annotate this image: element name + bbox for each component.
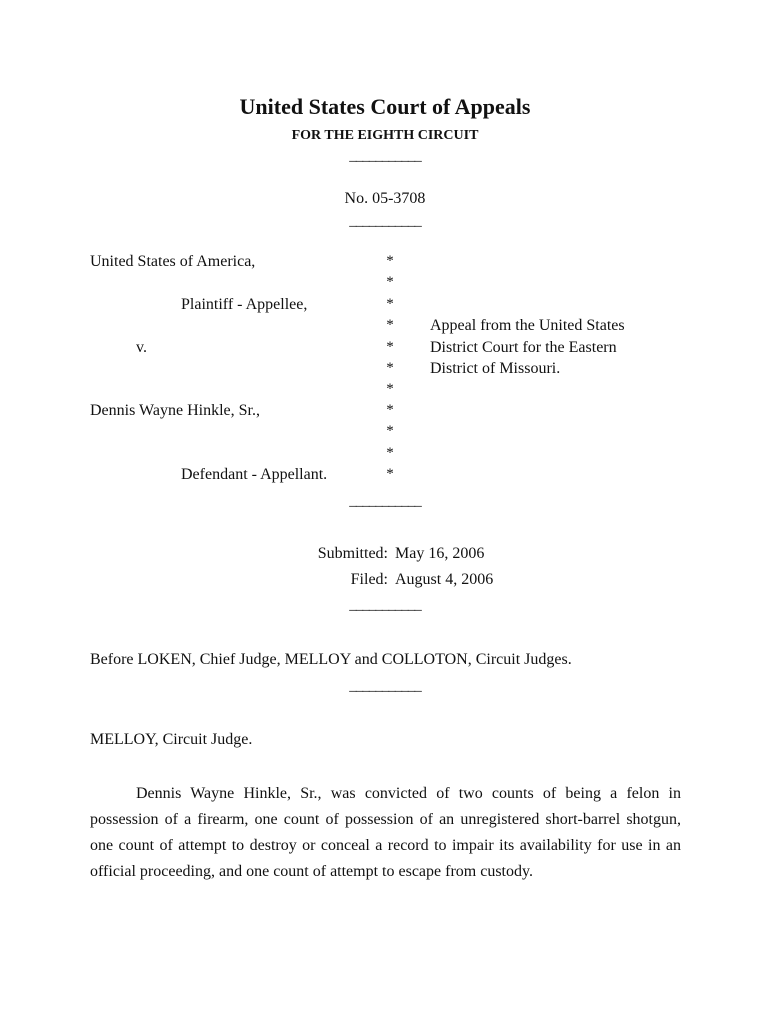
caption-star: * [386,360,394,376]
caption-star: * [386,274,394,290]
court-title: United States Court of Appeals [239,94,531,119]
divider-rule: ___________ [349,597,421,613]
divider-rule: ___________ [349,493,421,509]
caption-star: * [386,402,394,418]
defendant-role: Defendant - Appellant. [181,466,328,483]
divider-rule: ___________ [349,213,421,229]
caption-star: * [386,253,394,269]
caption-star: * [386,466,394,482]
submitted-label: Submitted: [317,545,388,562]
defendant-name: Dennis Wayne Hinkle, Sr., [90,402,260,419]
opening-paragraph: Dennis Wayne Hinkle, Sr., was convicted of two counts of being a felon in possession of a firearm, one count of possession of an unregistered short-barrel shotgun, one count of attempt to destroy or conceal a record to impair its availability for use in an official proceeding, and one count of attempt to escape from custody. [90,785,681,880]
panel-line: Before LOKEN, Chief Judge, MELLOY and COLLOTON, Circuit Judges. [90,651,572,668]
caption-star: * [386,423,394,439]
appeal-line: Appeal from the United States [430,317,625,334]
filed-label: Filed: [350,571,388,588]
caption-star: * [386,381,394,397]
submitted-date: May 16, 2006 [395,545,485,562]
caption-star: * [386,296,394,312]
appeal-line: District Court for the Eastern [430,339,617,356]
opinion-author: MELLOY, Circuit Judge. [90,731,253,748]
circuit-subtitle: FOR THE EIGHTH CIRCUIT [291,128,479,143]
caption-star: * [386,317,394,333]
caption-star: * [386,339,394,355]
case-number: No. 05-3708 [344,190,426,207]
plaintiff-name: United States of America, [90,253,256,270]
caption-star: * [386,445,394,461]
appeal-line: District of Missouri. [430,360,561,377]
divider-rule: ___________ [349,678,421,694]
divider-rule: ___________ [349,148,421,164]
plaintiff-role: Plaintiff - Appellee, [181,296,308,313]
filed-date: August 4, 2006 [395,571,494,588]
versus: v. [136,339,147,356]
